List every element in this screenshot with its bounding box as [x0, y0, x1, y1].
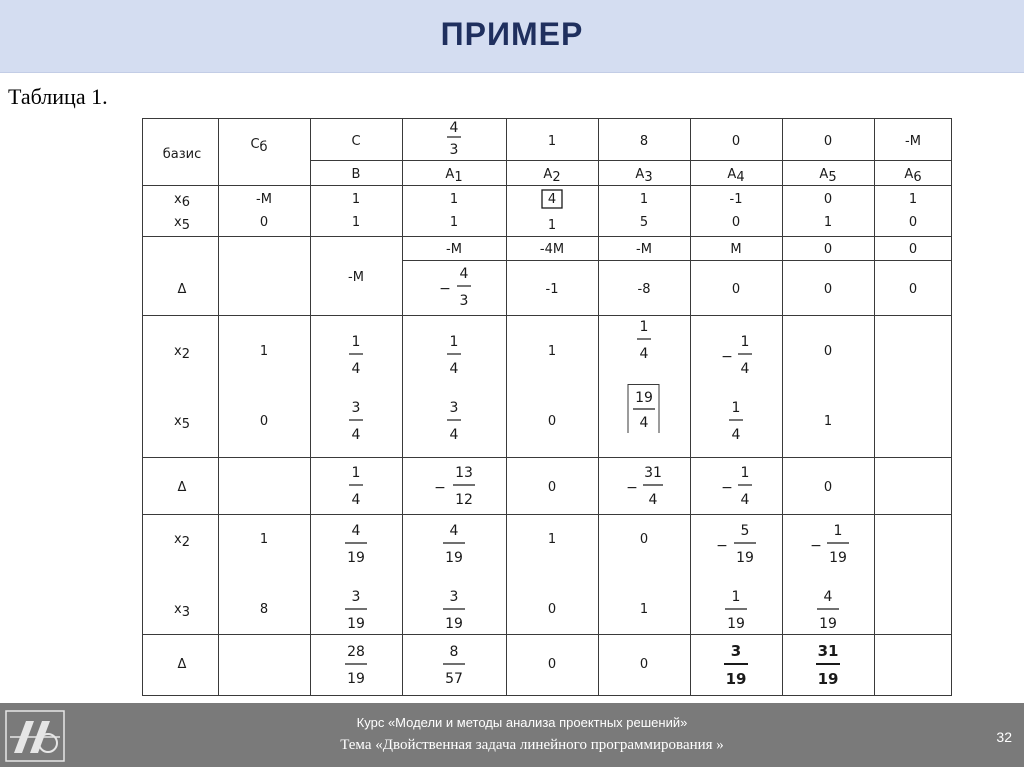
s3-delta-a1-fraction [443, 644, 465, 687]
fraction-num: 1 [351, 465, 361, 481]
minus-sign: − [626, 480, 638, 496]
s1-r1-a6: 1 [908, 192, 918, 207]
s3-delta-a3: 0 [639, 657, 649, 672]
fraction-num: 3 [449, 400, 459, 416]
s1-r2-a5: 1 [823, 215, 833, 230]
header-cb: Cб [250, 137, 268, 155]
s2-delta-a1-fraction [434, 465, 475, 508]
slide-footer [0, 703, 1024, 767]
simplex-table [142, 118, 952, 696]
s1-delta-m-a4: M [730, 242, 742, 257]
fraction-num: 3 [351, 400, 361, 416]
fraction-den: 12 [455, 492, 473, 508]
fraction-num: 5 [740, 523, 750, 539]
s1-delta-n-a6: 0 [908, 282, 918, 297]
s2-delta-a5: 0 [823, 480, 833, 495]
minus-sign: − [434, 480, 446, 496]
s3-r2-basis: x3 [174, 602, 190, 620]
s3-r1-a4-fraction [716, 523, 756, 566]
fraction-num: 1 [639, 319, 649, 335]
s2-r1-a5: 0 [823, 344, 833, 359]
fraction-den: 19 [819, 616, 837, 632]
s1-r1-b: 1 [351, 192, 361, 207]
s3-r2-b-fraction [345, 589, 367, 632]
s3-r1-a1-fraction [443, 523, 465, 566]
s1-r2-a6: 0 [908, 215, 918, 230]
s1-r1-a3: 1 [639, 192, 649, 207]
fraction-num: 3 [449, 589, 459, 605]
s2-r2-b-fraction [349, 400, 363, 443]
fraction-num: 4 [449, 523, 459, 539]
header-c6: -M [905, 134, 921, 149]
fraction-den: 19 [347, 616, 365, 632]
s2-r2-a2: 0 [547, 414, 557, 429]
fraction-num: 8 [449, 644, 459, 660]
header-b: B [351, 167, 361, 182]
s3-r2-a3: 1 [639, 602, 649, 617]
page-number: 32 [996, 729, 1012, 745]
s3-r1-a3: 0 [639, 532, 649, 547]
header-c: C [351, 134, 361, 149]
s3-r2-a2: 0 [547, 602, 557, 617]
fraction-den: 19 [347, 550, 365, 566]
s3-r1-cb: 1 [259, 532, 269, 547]
s1-r1-a4: -1 [729, 192, 743, 207]
table-caption: Таблица 1. [8, 84, 108, 109]
s1-delta-n-a2: -1 [545, 282, 559, 297]
header-basis: базис [162, 147, 202, 162]
s3-r2-a4-fraction [725, 589, 747, 632]
s2-r1-a4-fraction [721, 334, 752, 377]
s3-r1-basis: x2 [174, 532, 190, 550]
s1-r2-a1: 1 [449, 215, 459, 230]
fraction-den: 4 [351, 361, 361, 377]
s1-delta-n-a1-fraction [439, 266, 471, 309]
fraction-den: 4 [449, 361, 459, 377]
s2-r2-a3-fraction-boxed [628, 384, 659, 433]
s1-r2-cb: 0 [259, 215, 269, 230]
fraction-den: 4 [351, 427, 361, 443]
header-c3: 8 [639, 134, 649, 149]
fraction-den: 4 [731, 427, 741, 443]
footer-topic: Тема «Двойственная задача линейного программирования » [340, 737, 724, 753]
s1-r2-b: 1 [351, 215, 361, 230]
s2-r2-a5: 1 [823, 414, 833, 429]
fraction-num: 4 [823, 589, 833, 605]
s1-r2-a3: 5 [639, 215, 649, 230]
fraction-num: 1 [731, 400, 741, 416]
fraction-num: 1 [740, 334, 750, 350]
minus-sign: − [810, 538, 822, 554]
s1-delta-n-a5: 0 [823, 282, 833, 297]
s3-delta-a2: 0 [547, 657, 557, 672]
s1-delta-n-a1-den: 3 [459, 293, 469, 309]
fraction-num: 3 [351, 589, 361, 605]
fraction-den: 57 [445, 671, 463, 687]
fraction-den: 19 [736, 550, 754, 566]
fraction-num: 13 [455, 465, 473, 481]
s3-delta-a5-fraction [816, 642, 840, 688]
s1-delta-m-a5: 0 [823, 242, 833, 257]
header-a4: A4 [727, 167, 745, 185]
s1-delta-m-a6: 0 [908, 242, 918, 257]
header-c5: 0 [823, 134, 833, 149]
s2-delta-a4-fraction [721, 465, 752, 508]
fraction-num: 28 [347, 644, 365, 660]
s3-delta-b-fraction [345, 644, 367, 687]
header-a5: A5 [819, 167, 837, 185]
s1-r2-basis: x5 [174, 215, 190, 233]
fraction-den: 4 [351, 492, 361, 508]
minus-sign: − [716, 538, 728, 554]
header-a2: A2 [543, 167, 561, 185]
s1-r1-basis: x6 [174, 192, 190, 210]
minus-sign: − [721, 480, 733, 496]
s1-delta-label: Δ [177, 282, 187, 297]
fraction-den: 19 [725, 670, 747, 688]
s2-r1-a1-fraction [447, 334, 461, 377]
s2-r1-a3-fraction [637, 319, 651, 362]
fraction-num: 4 [351, 523, 361, 539]
s3-delta-a4-fraction [724, 642, 748, 688]
s1-r2-a4: 0 [731, 215, 741, 230]
s2-delta-a2: 0 [547, 480, 557, 495]
fraction-den: 19 [445, 616, 463, 632]
s1-delta-m-a3: -M [636, 242, 652, 257]
fraction-den: 4 [639, 346, 649, 362]
s1-r1-a2: 4 [547, 192, 557, 207]
s3-r1-a5-fraction [810, 523, 849, 566]
header-c1-den: 3 [449, 142, 459, 158]
s2-r1-cb: 1 [259, 344, 269, 359]
fraction-num: 1 [351, 334, 361, 350]
s2-r2-cb: 0 [259, 414, 269, 429]
s2-delta-label: Δ [177, 480, 187, 495]
s1-delta-m-a2: -4M [539, 242, 565, 257]
fraction-num: 1 [449, 334, 459, 350]
s2-r2-basis: x5 [174, 414, 190, 432]
s2-r2-a4-fraction [729, 400, 743, 443]
fraction-den: 19 [347, 671, 365, 687]
s1-r1-a5: 0 [823, 192, 833, 207]
s2-r1-basis: x2 [174, 344, 190, 362]
s3-r2-a5-fraction [817, 589, 839, 632]
fraction-den: 19 [727, 616, 745, 632]
fraction-num: 1 [740, 465, 750, 481]
fraction-num: 19 [635, 390, 653, 406]
footer-course: Курс «Модели и методы анализа проектных решений» [356, 715, 688, 730]
fraction-num: 1 [731, 589, 741, 605]
s3-delta-label: Δ [177, 657, 187, 672]
fraction-num: 31 [817, 642, 839, 660]
s1-r1-a1: 1 [449, 192, 459, 207]
s1-delta-b: -M [348, 270, 364, 285]
s2-r1-b-fraction [349, 334, 363, 377]
header-c4: 0 [731, 134, 741, 149]
fraction-den: 19 [445, 550, 463, 566]
s2-r2-a1-fraction [447, 400, 461, 443]
s1-r2-a2: 1 [547, 218, 557, 233]
s1-r1-cb: -M [256, 192, 272, 207]
minus-sign: − [439, 281, 451, 297]
s1-delta-n-a3: -8 [637, 282, 651, 297]
header-c1-num: 4 [449, 120, 459, 136]
s1-delta-n-a1-num: 4 [459, 266, 469, 282]
fraction-den: 19 [829, 550, 847, 566]
fraction-den: 19 [817, 670, 839, 688]
slide-header [0, 0, 1024, 73]
fraction-den: 4 [639, 415, 649, 431]
s2-r1-a2: 1 [547, 344, 557, 359]
header-a1: A1 [445, 167, 463, 185]
s3-r2-cb: 8 [259, 602, 269, 617]
header-a6: A6 [904, 167, 922, 185]
fraction-num: 3 [730, 642, 742, 660]
slide-title: ПРИМЕР [440, 16, 584, 52]
s1-delta-n-a4: 0 [731, 282, 741, 297]
s3-r2-a1-fraction [443, 589, 465, 632]
s2-delta-a3-fraction [626, 465, 663, 508]
s1-delta-m-a1: -M [446, 242, 462, 257]
minus-sign: − [721, 349, 733, 365]
s3-r1-b-fraction [345, 523, 367, 566]
fraction-den: 4 [648, 492, 658, 508]
fraction-num: 31 [644, 465, 662, 481]
fraction-num: 1 [833, 523, 843, 539]
header-c2: 1 [547, 134, 557, 149]
header-a3: A3 [635, 167, 653, 185]
fraction-den: 4 [449, 427, 459, 443]
s2-delta-b-fraction [349, 465, 363, 508]
s3-r1-a2: 1 [547, 532, 557, 547]
fraction-den: 4 [740, 361, 750, 377]
header-c1-fraction [447, 120, 461, 158]
fraction-den: 4 [740, 492, 750, 508]
